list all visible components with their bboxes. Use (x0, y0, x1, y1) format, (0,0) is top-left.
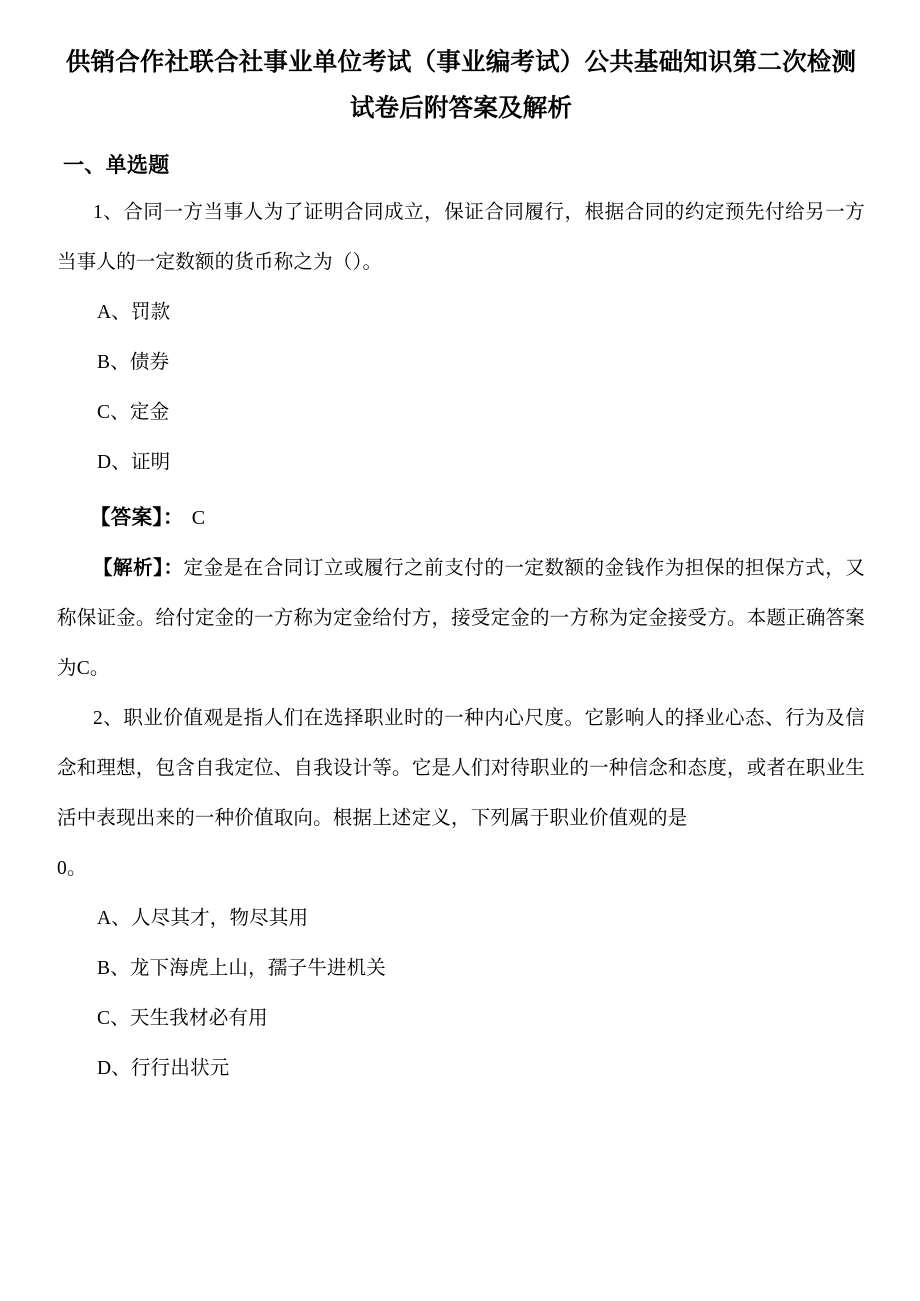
question-stem: 2、职业价值观是指人们在选择职业时的一种内心尺度。它影响人的择业心态、行为及信念和理想，包含自我定位、自我设计等。它是人们对待职业的一种信念和态度，或者在职业生活中表现出来的一种价值取向。根据上述定义，下列属于职业价值观的是 (57, 708, 865, 829)
question-block-1 (57, 188, 865, 694)
option-c[interactable]: C、定金 (97, 402, 170, 423)
section-heading-single-choice: 一、单选题 (63, 154, 170, 177)
question-block-2 (57, 694, 865, 1094)
question-stem-tail: 0。 (57, 858, 87, 879)
answer-line (57, 492, 865, 544)
option-b[interactable]: B、债券 (97, 352, 170, 373)
page-title: 供销合作社联合社事业单位考试（事业编考试）公共基础知识第二次检测试卷后附答案及解析 (65, 49, 857, 122)
option-c[interactable]: C、天生我材必有用 (97, 1008, 268, 1029)
answer-value: C (191, 507, 206, 529)
question-stem: 1、合同一方当事人为了证明合同成立，保证合同履行，根据合同的约定预先付给另一方当事人的一定数额的货币称之为（）。 (57, 202, 865, 273)
analysis-paragraph (57, 544, 865, 694)
option-b[interactable]: B、龙下海虎上山，孺子牛进机关 (97, 958, 387, 979)
analysis-text: 定金是在合同订立或履行之前支付的一定数额的金钱作为担保的担保方式，又称保证金。给付定金的一方称为定金给付方，接受定金的一方称为定金接受方。本题正确答案为C。 (57, 558, 865, 679)
answer-label: 【答案】： (90, 507, 184, 529)
option-a[interactable]: A、罚款 (97, 302, 171, 323)
option-a[interactable]: A、人尽其才，物尽其用 (97, 908, 309, 929)
analysis-label: 【解析】： (93, 558, 184, 579)
option-d[interactable]: D、证明 (97, 452, 171, 473)
option-d[interactable]: D、行行出状元 (97, 1058, 230, 1079)
